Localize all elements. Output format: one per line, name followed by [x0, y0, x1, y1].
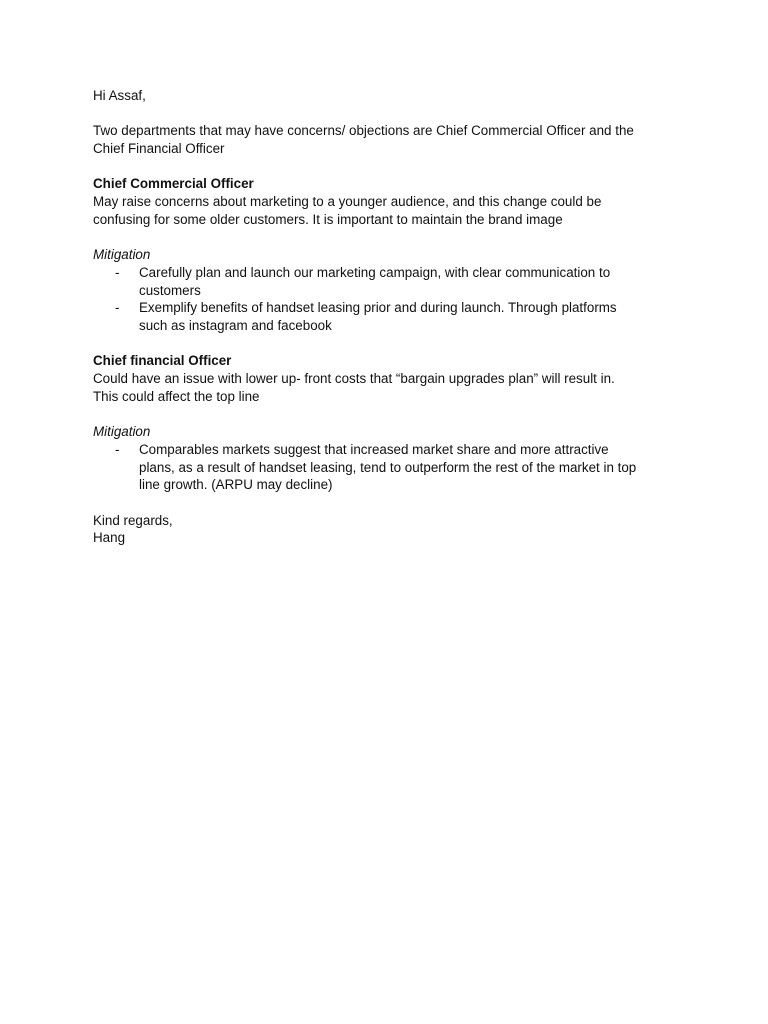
list-item-line: such as instagram and facebook	[139, 318, 332, 334]
spacer	[93, 335, 683, 353]
section-body-line: May raise concerns about marketing to a younger audience, and this change could be	[93, 194, 602, 210]
signature: Hang	[93, 530, 126, 546]
section-body-line: Could have an issue with lower up- front costs that “bargain upgrades plan” will result in.	[93, 371, 615, 387]
list-item-line: customers	[139, 282, 201, 298]
closing: Kind regards,	[93, 512, 173, 528]
dash-bullet: -	[115, 264, 120, 280]
section-body-line: This could affect the top line	[93, 388, 260, 404]
section-cfo	[93, 352, 683, 494]
mitigation-label: Mitigation	[93, 424, 151, 440]
greeting: Hi Assaf,	[93, 88, 146, 103]
spacer	[93, 158, 683, 176]
section-heading: Chief Commercial Officer	[93, 176, 254, 192]
mitigation-list	[93, 264, 683, 335]
spacer	[93, 105, 683, 123]
list-item-line: line growth. (ARPU may decline)	[139, 477, 333, 493]
section-heading: Chief financial Officer	[93, 353, 232, 369]
mitigation-list	[93, 441, 683, 494]
intro-paragraph	[93, 122, 683, 157]
list-item-line: plans, as a result of handset leasing, tend to outperform the rest of the market in top	[139, 459, 637, 475]
intro-line: Chief Financial Officer	[93, 141, 225, 157]
spacer	[93, 494, 683, 512]
dash-bullet: -	[115, 441, 120, 457]
intro-line: Two departments that may have concerns/ objections are Chief Commercial Officer and the	[93, 123, 634, 139]
mitigation-label: Mitigation	[93, 247, 151, 263]
section-body-line: confusing for some older customers. It is important to maintain the brand image	[93, 211, 563, 227]
list-item	[93, 299, 683, 334]
dash-bullet: -	[115, 300, 120, 316]
list-item-line: Carefully plan and launch our marketing campaign, with clear communication to	[139, 264, 611, 280]
spacer	[93, 406, 683, 424]
letter-body	[93, 87, 683, 547]
spacer	[93, 229, 683, 247]
list-item	[93, 264, 683, 299]
list-item	[93, 441, 683, 494]
section-cco	[93, 175, 683, 334]
list-item-line: Exemplify benefits of handset leasing prior and during launch. Through platforms	[139, 300, 617, 316]
list-item-line: Comparables markets suggest that increased market share and more attractive	[139, 441, 609, 457]
